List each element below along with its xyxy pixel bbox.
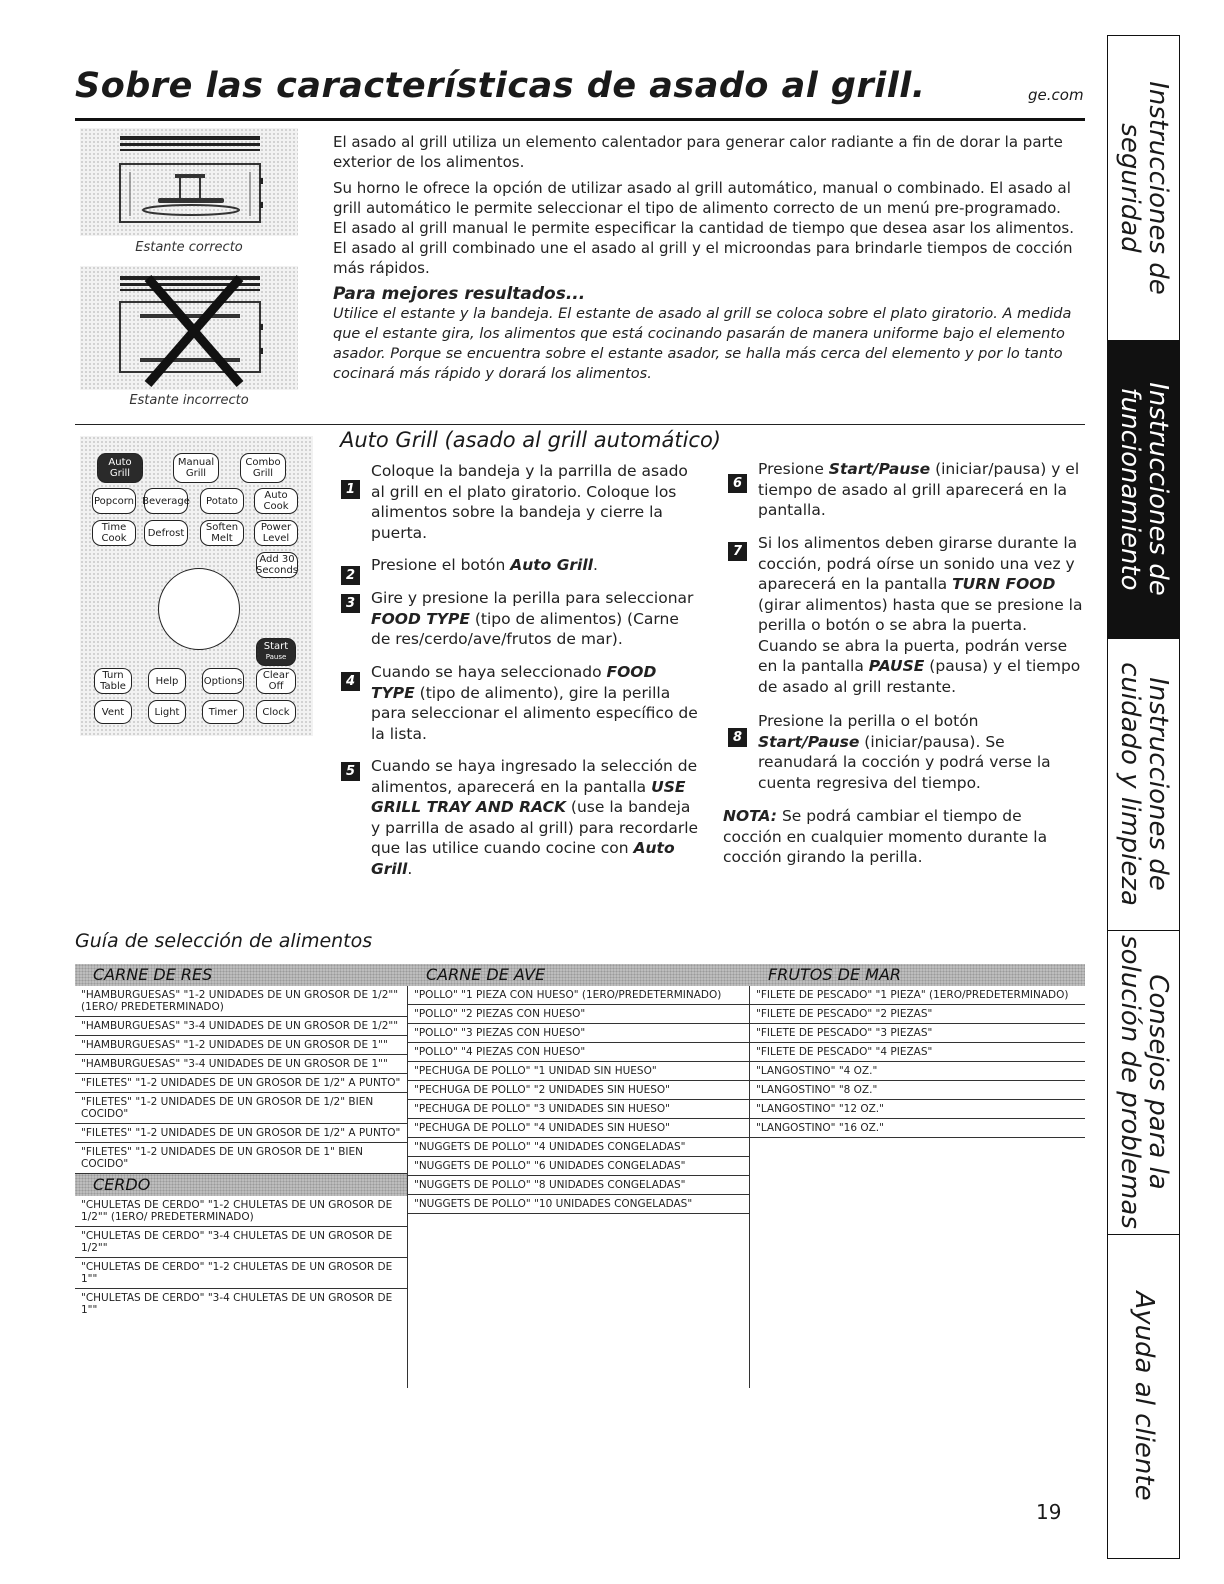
table-row: "FILETE DE PESCADO" "2 PIEZAS" [750,1005,1085,1024]
step-number: 8 [728,728,747,747]
vent-key: Vent [94,700,132,724]
correct-rack-caption: Estante correcto [135,240,243,255]
intro-paragraph: El asado al grill utiliza un elemento calentador para generar calor radiante a fin de dorar la parte exterior de los alimentos. [333,133,1063,171]
options-key: Options [202,668,244,694]
step-3: Gire y presione la perilla para seleccionar FOOD TYPE (tipo de alimentos) (Carne de res/cerdo/ave/frutos de mar). [371,589,694,648]
add30-key: Add 30 Seconds [256,554,299,576]
table-row: "NUGGETS DE POLLO" "6 UNIDADES CONGELADAS" [408,1157,750,1176]
timer-key: Timer [202,700,244,724]
page-title: Sobre las características de asado al grill. [75,66,926,106]
manual-grill-key: Manual Grill [173,453,219,483]
step-number: 3 [341,594,360,613]
table-row: "POLLO" "2 PIEZAS CON HUESO" [408,1005,750,1024]
table-row: "FILETE DE PESCADO" "4 PIEZAS" [750,1043,1085,1062]
poultry-column [408,964,750,1214]
clock-key: Clock [256,700,296,724]
tab-label: Ayuda al cliente [1128,1291,1159,1501]
best-results-heading: Para mejores resultados... [333,284,586,304]
turn-table-key: Turn Table [94,668,132,694]
step-7: Si los alimentos deben girarse durante la cocción, podrá oírse un sonido una vez y aparecerá en la pantalla TURN FOOD (girar alimentos) hasta que se presione la perilla o botón o se abra la puerta. Cuando se abra la puerta, podrán verse en la pantalla PAUSE (pausa) y el tiempo de asado al grill restante. [758,534,1083,696]
table-row: "PECHUGA DE POLLO" "4 UNIDADES SIN HUESO" [408,1119,750,1138]
step-4: Cuando se haya seleccionado FOOD TYPE (tipo de alimento), gire la perilla para seleccionar el alimento específico de la lista. [371,663,698,743]
step-2: Presione el botón Auto Grill. [371,556,598,574]
popcorn-key: Popcorn [92,488,136,514]
tab-label: Instrucciones de cuidado y limpieza [1114,662,1173,906]
table-row: "HAMBURGUESAS" "1-2 UNIDADES DE UN GROSOR DE 1"" [75,1036,408,1055]
guide-heading: Guía de selección de alimentos [75,930,373,952]
title-rule [75,118,1085,121]
table-row: "LANGOSTINO" "4 OZ." [750,1062,1085,1081]
tab-funcionamiento[interactable] [1108,340,1179,639]
step-1: Coloque la bandeja y la parrilla de asado al grill en el plato giratorio. Coloque los alimentos sobre la bandeja y cierre la puerta. [371,462,688,542]
table-row: "FILETE DE PESCADO" "3 PIEZAS" [750,1024,1085,1043]
tab-label: Consejos para la solución de problemas [1114,935,1173,1229]
poultry-header: CARNE DE AVE [408,964,750,986]
tab-seguridad[interactable] [1108,36,1179,341]
light-key: Light [148,700,186,724]
control-panel-image [80,436,313,736]
combo-grill-key: Combo Grill [240,453,286,483]
oven-incorrect-icon [80,266,298,390]
intro-paragraph: Su horno le ofrece la opción de utilizar asado al grill automático, manual o combinado. El asado al grill automático le permite seleccionar el tipo de alimento correcto de un menú pre-programado. El asado al grill manual le permite especificar la cantidad de tiempo que desea asar los alimentos. El asado al grill combinado une el asado al grill y el microondas para brindarle tiempos de cocción más rápidos. [333,179,1074,277]
step-number: 1 [341,480,360,499]
page-number: 19 [1036,1500,1062,1524]
intro-text [333,132,1078,384]
start-pause-key [256,638,296,666]
incorrect-rack-caption: Estante incorrecto [129,393,249,408]
step-number: 2 [341,566,360,585]
beef-header: CARNE DE RES [75,964,408,986]
table-row: "HAMBURGUESAS" "3-4 UNIDADES DE UN GROSOR DE 1/2"" [75,1017,408,1036]
start-label: Start [263,641,289,652]
table-row: "NUGGETS DE POLLO" "10 UNIDADES CONGELADAS" [408,1195,750,1214]
beef-column [75,964,408,1319]
tab-cuidado[interactable] [1108,638,1179,931]
tab-label: Instrucciones de seguridad [1114,81,1173,295]
step-number: 4 [341,672,360,691]
table-row: "CHULETAS DE CERDO" "1-2 CHULETAS DE UN GROSOR DE 1/2"" (1ERO/ PREDETERMINADO) [75,1196,408,1227]
table-row: "PECHUGA DE POLLO" "1 UNIDAD SIN HUESO" [408,1062,750,1081]
column-divider [749,986,750,1388]
tab-ayuda[interactable] [1108,1234,1179,1558]
seafood-column [750,964,1085,1138]
step-6: Presione Start/Pause (iniciar/pausa) y el tiempo de asado al grill aparecerá en la pantalla. [758,460,1080,519]
tab-problemas[interactable] [1108,930,1179,1235]
note: NOTA: Se podrá cambiar el tiempo de cocción en cualquier momento durante la cocción girando la perilla. [723,807,1048,866]
auto-grill-key: Auto Grill [97,453,143,483]
step-number: 5 [341,762,360,781]
table-row: "FILETES" "1-2 UNIDADES DE UN GROSOR DE 1/2" A PUNTO" [75,1074,408,1093]
potato-key: Potato [200,488,244,514]
table-row: "LANGOSTINO" "8 OZ." [750,1081,1085,1100]
section-rule [75,424,1085,425]
table-row: "PECHUGA DE POLLO" "2 UNIDADES SIN HUESO" [408,1081,750,1100]
oven-correct-icon [80,128,298,236]
seafood-header: FRUTOS DE MAR [750,964,1085,986]
tab-label: Instrucciones de funcionamiento [1114,382,1173,596]
time-cook-key: Time Cook [92,520,136,546]
table-row: "LANGOSTINO" "12 OZ." [750,1100,1085,1119]
table-row: "CHULETAS DE CERDO" "3-4 CHULETAS DE UN GROSOR DE 1/2"" [75,1227,408,1258]
power-level-key: Power Level [254,520,298,546]
section-tabs [1107,35,1180,1559]
best-results-text: Utilice el estante y la bandeja. El estante de asado al grill se coloca sobre el plato giratorio. A medida que el estante gira, los alimentos que está cocinando pasarán de manera uniforme bajo el elemento asador. Porque se encuentra sobre el estante asador, se halla más cerca del elemento y por lo tanto cocinará más rápido y dorará los alimentos. [333,306,1072,382]
table-row: "FILETES" "1-2 UNIDADES DE UN GROSOR DE 1/2" A PUNTO" [75,1124,408,1143]
table-row: "POLLO" "4 PIEZAS CON HUESO" [408,1043,750,1062]
table-row: "NUGGETS DE POLLO" "8 UNIDADES CONGELADAS" [408,1176,750,1195]
table-row: "FILETES" "1-2 UNIDADES DE UN GROSOR DE 1" BIEN COCIDO" [75,1143,408,1174]
auto-cook-key: Auto Cook [254,488,298,514]
table-row: "HAMBURGUESAS" "3-4 UNIDADES DE UN GROSOR DE 1"" [75,1055,408,1074]
correct-rack-image [80,128,298,236]
table-row: "FILETES" "1-2 UNIDADES DE UN GROSOR DE 1/2" BIEN COCIDO" [75,1093,408,1124]
table-row: "PECHUGA DE POLLO" "3 UNIDADES SIN HUESO" [408,1100,750,1119]
beverage-key: Beverage [144,488,188,514]
defrost-key: Defrost [144,520,188,546]
table-row: "NUGGETS DE POLLO" "4 UNIDADES CONGELADAS" [408,1138,750,1157]
table-row: "POLLO" "1 PIEZA CON HUESO" (1ERO/PREDETERMINADO) [408,986,750,1005]
step-5: Cuando se haya ingresado la selección de alimentos, aparecerá en la pantalla USE GRILL TRAY AND RACK (use la bandeja y parrilla de asado al grill) para recordarle que las utilice cuando cocine con Auto Grill. [371,757,699,878]
pork-header: CERDO [75,1174,408,1196]
table-row: "FILETE DE PESCADO" "1 PIEZA" (1ERO/PREDETERMINADO) [750,986,1085,1005]
soften-melt-key: Soften Melt [200,520,244,546]
site-label: ge.com [1028,86,1084,104]
help-key: Help [148,668,186,694]
table-row: "HAMBURGUESAS" "1-2 UNIDADES DE UN GROSOR DE 1/2"" (1ERO/ PREDETERMINADO) [75,986,408,1017]
control-knob [158,568,240,650]
table-row: "POLLO" "3 PIEZAS CON HUESO" [408,1024,750,1043]
incorrect-rack-image [80,266,298,390]
step-8: Presione la perilla o el botón Start/Pause (iniciar/pausa). Se reanudará la cocción y podrá verse la cuenta regresiva del tiempo. [758,712,1051,792]
step-number: 7 [728,542,747,561]
auto-grill-heading: Auto Grill (asado al grill automático) [340,428,722,452]
pause-label: Pause [265,653,287,661]
table-row: "CHULETAS DE CERDO" "1-2 CHULETAS DE UN GROSOR DE 1"" [75,1258,408,1289]
column-divider [407,986,408,1388]
table-row: "LANGOSTINO" "16 OZ." [750,1119,1085,1138]
clear-off-key: Clear Off [256,668,296,694]
step-number: 6 [728,474,747,493]
table-row: "CHULETAS DE CERDO" "3-4 CHULETAS DE UN GROSOR DE 1"" [81,1292,393,1316]
